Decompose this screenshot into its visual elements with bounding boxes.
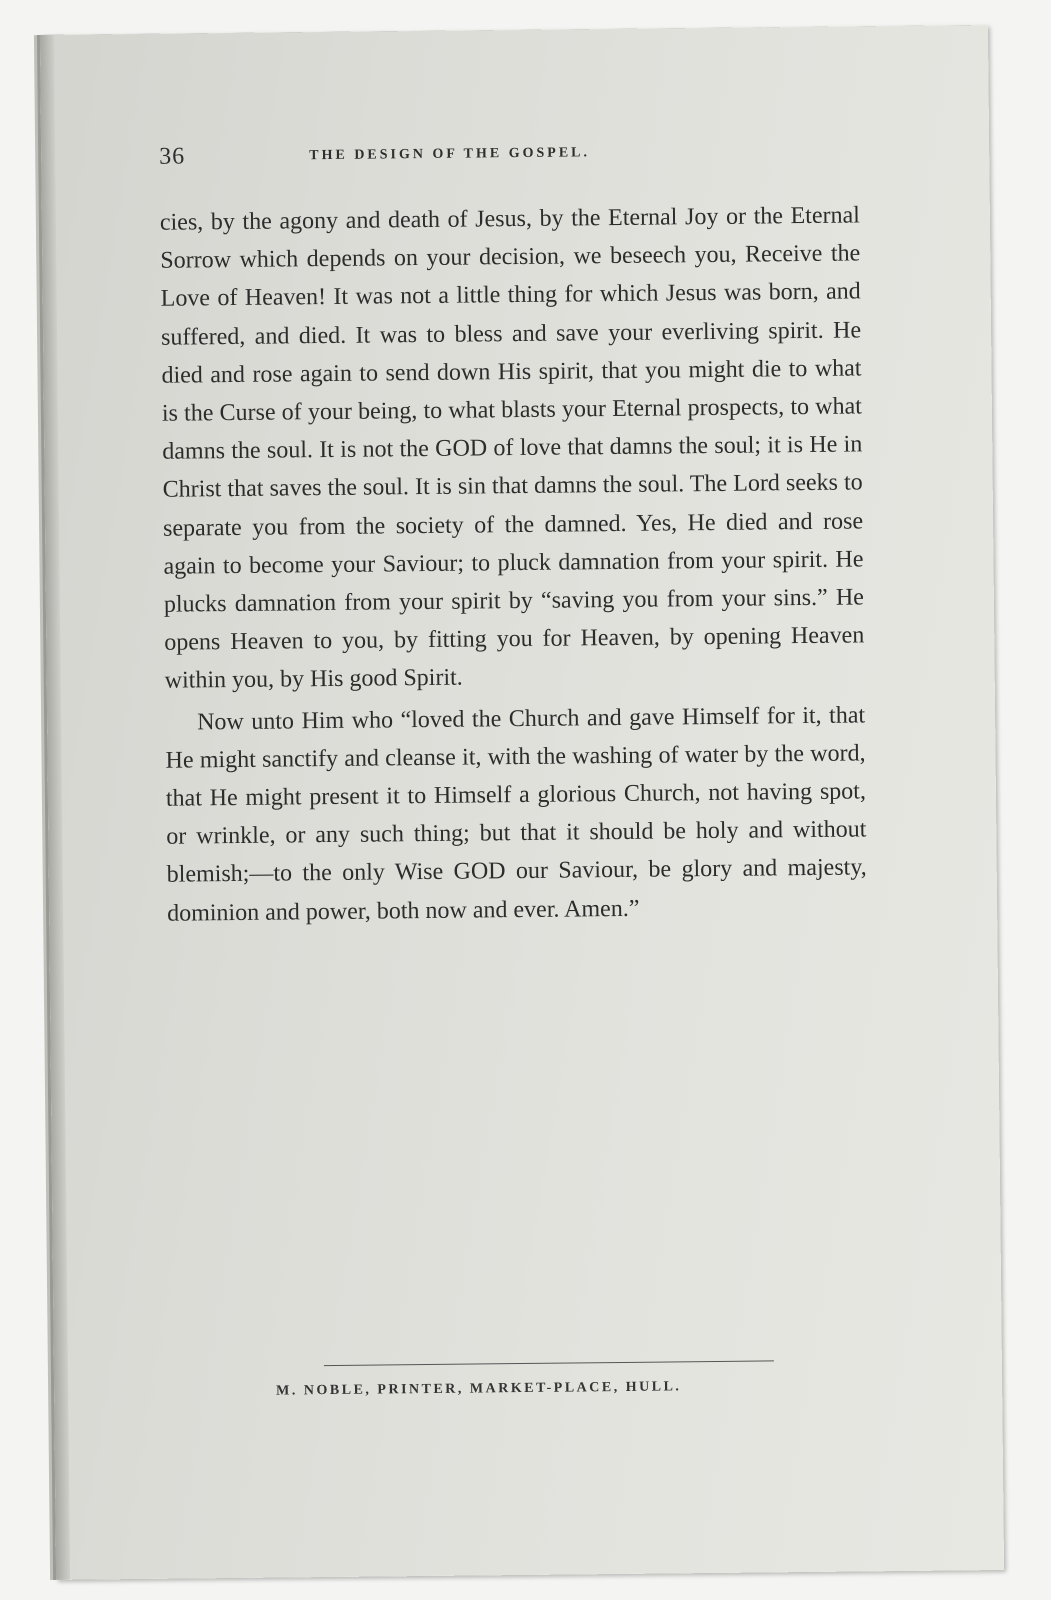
page-title: THE DESIGN OF THE GOSPEL.	[309, 145, 591, 164]
book-page	[40, 25, 1004, 1580]
page-binding-edge	[40, 35, 70, 1580]
running-head	[159, 142, 859, 170]
page-number: 36	[159, 143, 186, 170]
printer-imprint: M. NOBLE, PRINTER, MARKET-PLACE, HULL.	[276, 1379, 682, 1399]
body-text	[160, 196, 868, 932]
paragraph-1: cies, by the agony and death of Jesus, by the Eternal Joy or the Eternal Sorrow which depends on your decision, we beseech you, Receive the Love of Heaven! It was not a little thing for which Jesus was born, and suffered, and died. It was to bless and save your everliving spirit. He died and rose again to send down His spirit, that you might die to what is the Curse of your being, to what blasts your Eternal prospects, to what damns the soul. It is not the GOD of love that damns the soul; it is He in Christ that saves the soul. It is sin that damns the soul. The Lord seeks to separate you from the society of the damned. Yes, He died and rose again to become your Saviour; to pluck damnation from your spirit. He plucks damnation from your spirit by “saving you from your sins.” He opens Heaven to you, by fitting you for Heaven, by opening Heaven within you, by His good Spirit.	[159, 202, 865, 695]
footer-rule	[324, 1360, 774, 1366]
paragraph-2: Now unto Him who “loved the Church and gave Himself for it, that He might sanctify and cleanse it, with the washing of water by the word, that He might present it to Himself a glorious Church, not having spot, or wrinkle, or any such thing; but that it should be holy and without blemish;—to the only Wise GOD our Saviour, be glory and majesty, dominion and power, both now and ever. Amen.”	[165, 702, 867, 927]
